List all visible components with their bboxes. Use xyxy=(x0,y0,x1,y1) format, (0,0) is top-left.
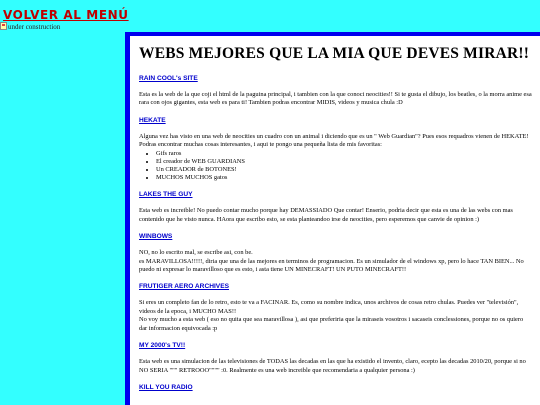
page-title: WEBS MEJORES QUE LA MIA QUE DEVES MIRAR!! xyxy=(139,45,530,62)
site-link-frutiger-aero-archives[interactable]: FRUTIGER AERO ARCHIVES xyxy=(139,283,229,291)
site-section-hekate xyxy=(139,117,532,183)
site-section-my-2000s-tv xyxy=(139,342,532,375)
site-link-lakes-the-guy[interactable]: LAKES THE GUY xyxy=(139,191,193,199)
description-paragraph: Si eres un completo fan de lo retro, esto te va a FACINAR. Es, como su nombre indica, unos archivos de cosas retro chulas. Puedes ver "televisión", videos de la epoca, i MUCHO MAS!! xyxy=(139,299,519,315)
under-construction-alt-text: under construction xyxy=(8,23,61,31)
site-description xyxy=(139,299,532,333)
description-paragraph: Podras encontrar muchas cosas interesantes, i aqui te pongo una pequeña lista de mis favoritas: xyxy=(139,141,382,149)
description-paragraph: No voy mucho a esta web ( eso no quita que sea maravillosa ), asi que preferiria que la miraseis vosotros i sacaseis conclessiones, porque no os quiero dar informacion equivocada :p xyxy=(139,316,524,332)
description-paragraph: Esta es la web de la que coji el html de la paguina principal, i tambien con la que conoci neocities!! Si te gusta el dibujo, los beatles, o la morra anime esa rara con ojos gigantes, esta web es para ti! Tambien podras encontrar MIDIS, videos y musica chula :D xyxy=(139,91,532,107)
description-paragraph: Alguna vez has visto en una web de neocities un cuadro con un animal i diciendo que es un " Web Guardian"? Pues esos requadros vienen de HEKATE! xyxy=(139,132,529,140)
list-item: • MUCHOS MUCHOS gatos xyxy=(156,174,532,182)
list-item: • Un CREADOR de BOTONES! xyxy=(156,166,532,174)
list-item: • Gifs raros xyxy=(156,150,532,158)
content-panel-inner xyxy=(130,36,540,405)
description-paragraph: Esta web es increible! No puedo contar mucho porque hay DEMASSIADO Que contar! Enserio, podria decir que esta es una de las webs con mas contenido que he visto nunca. HAora que escribo esto, se esta planteandoo irse de neocities, pero esperemos que canvie de opinion :) xyxy=(139,207,513,223)
content-panel xyxy=(125,32,540,405)
site-link-kill-you-radio[interactable]: KILL YOU RADIO xyxy=(139,383,193,391)
site-description xyxy=(139,207,532,224)
description-paragraph: es MARAVILLOSA!!!!!, diria que una de las mejores en terminos de programacion. Es un simulador de el windows xp, pero lo hace TAN BIEN... No puedo ni expresar lo maravilloso que es esto, i asta tiene UN MINECRAFT! UN PUTO MINECRAFT!! xyxy=(139,257,524,274)
site-section-kill-you-radio xyxy=(139,384,532,391)
site-link-hekate[interactable]: HEKATE xyxy=(139,116,166,124)
favorites-list xyxy=(139,150,532,183)
site-link-rain-cool[interactable]: RAIN COOL's SITE xyxy=(139,75,198,82)
site-section-frutiger-aero-archives xyxy=(139,283,532,333)
site-link-my-2000s-tv[interactable]: MY 2000's TV!! xyxy=(139,342,186,350)
site-link-winbows[interactable]: WINBOWS xyxy=(139,233,173,241)
site-section-lakes-the-guy xyxy=(139,191,532,224)
site-description xyxy=(139,133,532,183)
under-construction-image xyxy=(0,22,60,31)
description-paragraph: Esta web es una simulacion de las televisiones de TODAS las decadas en las que ha existido el invento, claro, ecepto las decadas 2010/20, porque si no NO SERIA """ RETROOO"""" :0. Realmente es una web increible que recomendaria a qualquier persona :) xyxy=(139,358,526,374)
site-description xyxy=(139,358,532,375)
list-item: • El creador de WEB GUARDIANS xyxy=(156,158,532,166)
site-section-rain-cool xyxy=(139,75,532,108)
site-description xyxy=(139,91,532,108)
broken-image-icon xyxy=(0,22,7,30)
site-description xyxy=(139,249,532,274)
site-section-winbows xyxy=(139,233,532,274)
description-paragraph: NO, no lo escrito mal, se escribe asi, con be. xyxy=(139,249,253,257)
back-to-menu-link[interactable]: VOLVER AL MENÚ xyxy=(3,8,129,22)
